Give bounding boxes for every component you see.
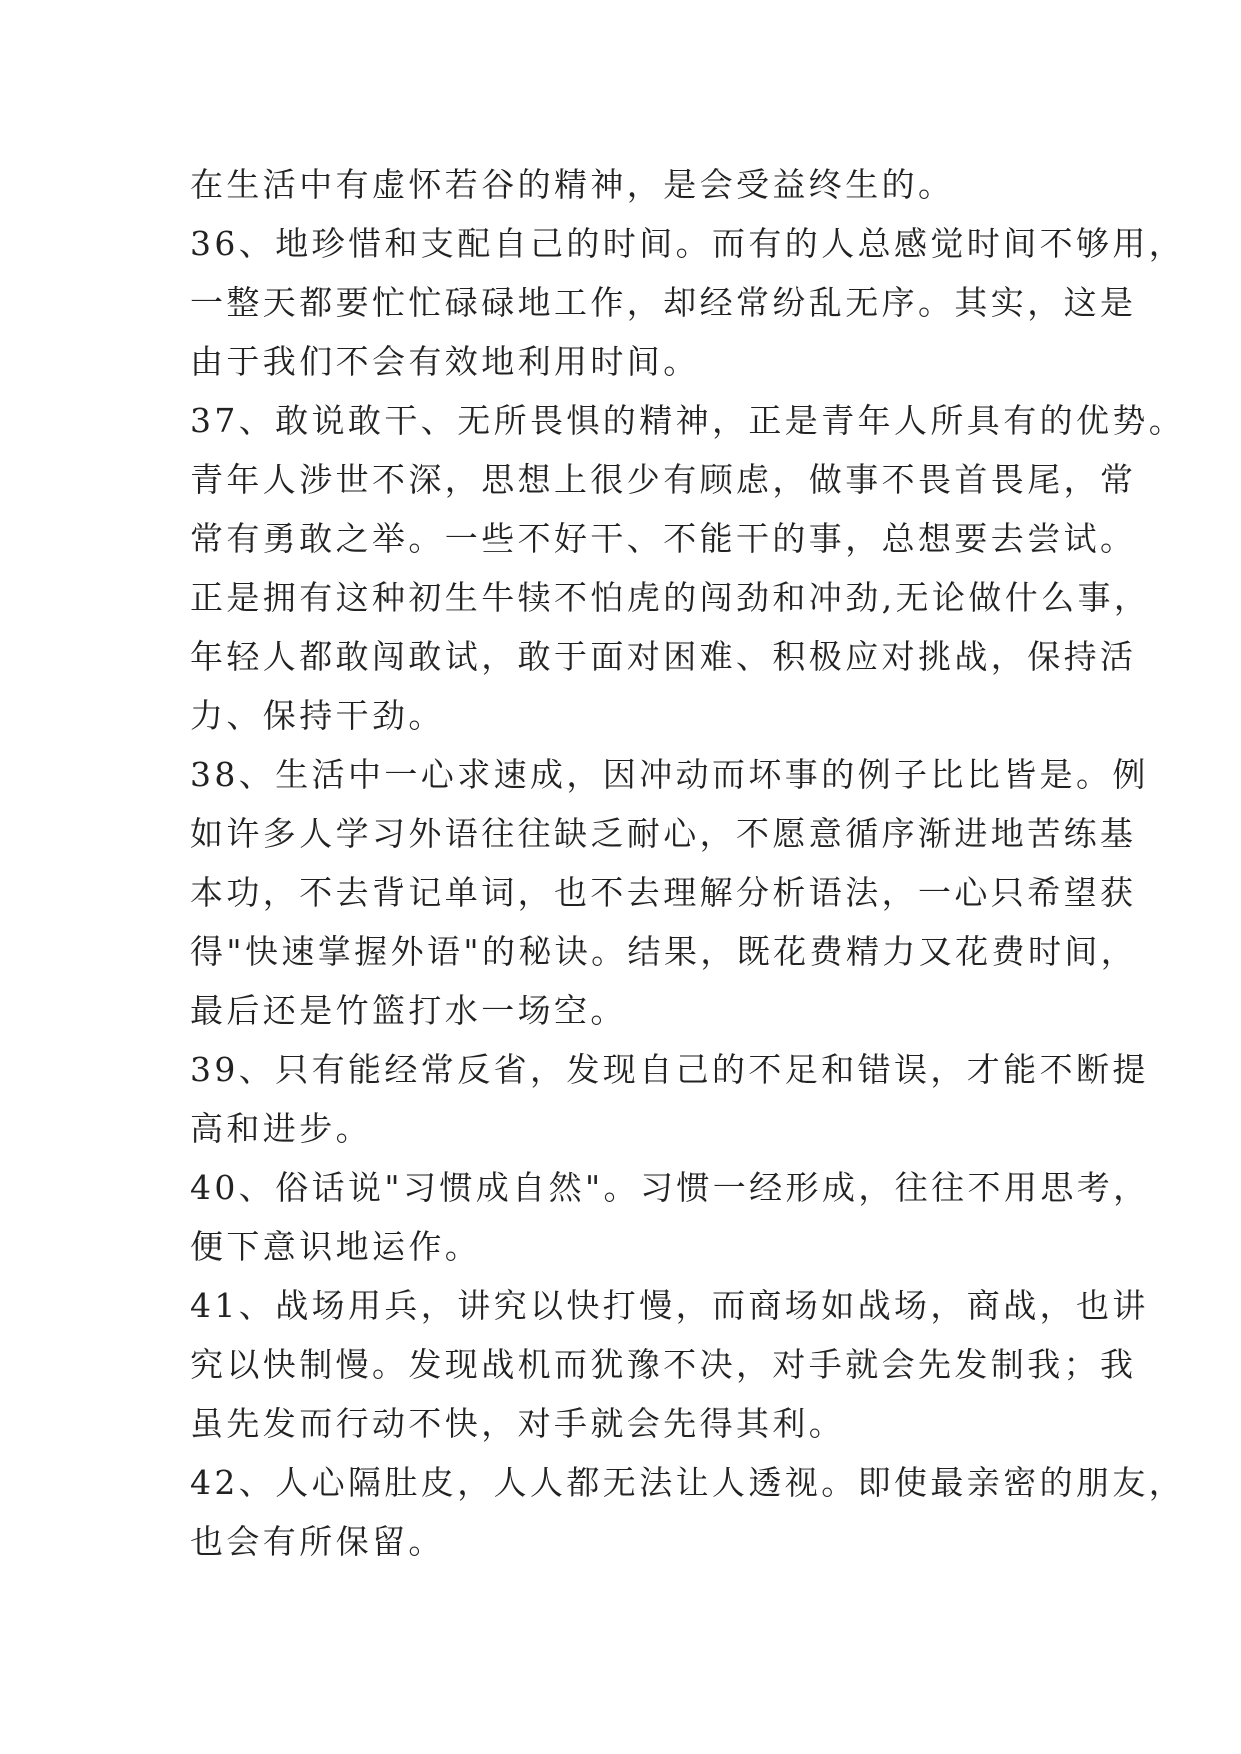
text-line: 一整天都要忙忙碌碌地工作，却经常纷乱无序。其实，这是	[190, 283, 1137, 322]
text-line: 得"快速掌握外语"的秘诀。结果，既花费精力又花费时间，	[190, 932, 1138, 971]
text-line: 常有勇敢之举。一些不好干、不能干的事，总想要去尝试。	[190, 519, 1137, 558]
text-line: 由于我们不会有效地利用时间。	[190, 342, 700, 381]
text-line: 如许多人学习外语往往缺乏耐心，不愿意循序渐进地苦练基	[190, 814, 1137, 853]
text-line: 40、俗话说"习惯成自然"。习惯一经形成，往往不用思考，	[190, 1168, 1150, 1207]
text-line: 力、保持干劲。	[190, 696, 445, 735]
text-line: 虽先发而行动不快，对手就会先得其利。	[190, 1404, 846, 1443]
text-line: 39、只有能经常反省，发现自己的不足和错误，才能不断提	[190, 1050, 1149, 1089]
text-line: 青年人涉世不深，思想上很少有顾虑，做事不畏首畏尾，常	[190, 460, 1137, 499]
text-line: 本功，不去背记单词，也不去理解分析语法，一心只希望获	[190, 873, 1137, 912]
text-line: 36、地珍惜和支配自己的时间。而有的人总感觉时间不够用，	[190, 224, 1186, 263]
text-line: 高和进步。	[190, 1109, 372, 1148]
text-line: 究以快制慢。发现战机而犹豫不决，对手就会先发制我；我	[190, 1345, 1137, 1384]
text-line: 也会有所保留。	[190, 1522, 445, 1561]
text-line: 41、战场用兵，讲究以快打慢，而商场如战场，商战，也讲	[190, 1286, 1149, 1325]
text-line: 在生活中有虚怀若谷的精神，是会受益终生的。	[190, 165, 955, 204]
text-line: 正是拥有这种初生牛犊不怕虎的闯劲和冲劲,无论做什么事，	[190, 578, 1151, 617]
text-line: 38、生活中一心求速成，因冲动而坏事的例子比比皆是。例	[190, 755, 1149, 794]
text-line: 37、敢说敢干、无所畏惧的精神，正是青年人所具有的优势。	[190, 401, 1186, 440]
text-line: 最后还是竹篮打水一场空。	[190, 991, 627, 1030]
text-line: 42、人心隔肚皮，人人都无法让人透视。即使最亲密的朋友，	[190, 1463, 1186, 1502]
body-text	[190, 155, 1186, 1571]
text-line: 年轻人都敢闯敢试，敢于面对困难、积极应对挑战，保持活	[190, 637, 1137, 676]
text-line: 便下意识地运作。	[190, 1227, 482, 1266]
